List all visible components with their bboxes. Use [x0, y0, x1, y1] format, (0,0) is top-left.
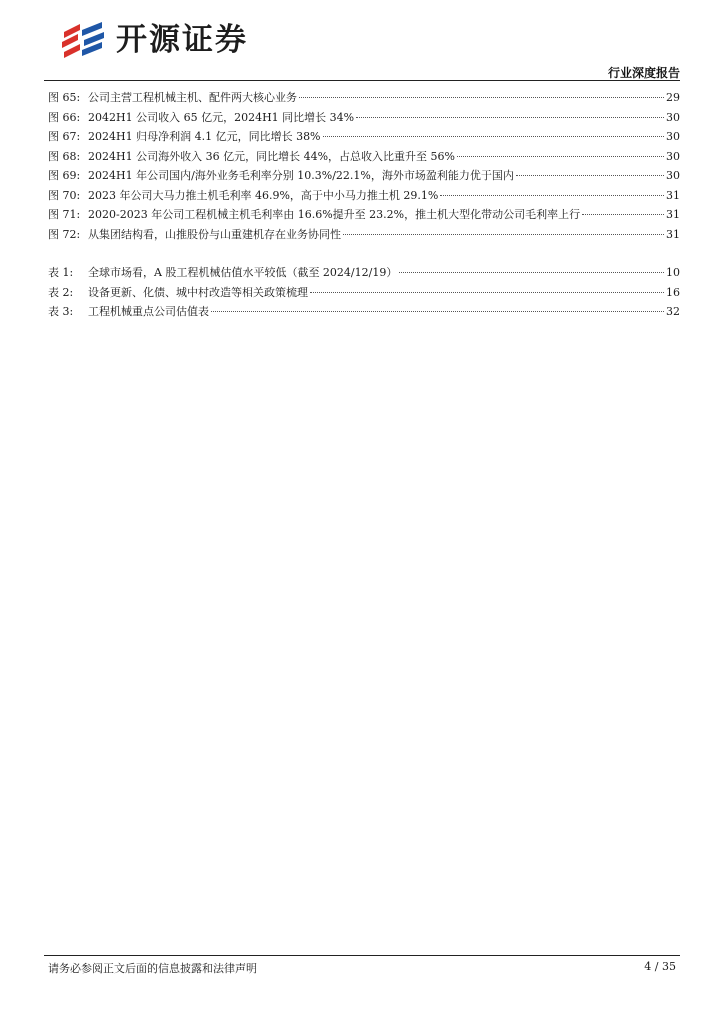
dot-leader: [323, 136, 664, 137]
figure-list: [48, 88, 680, 244]
logo-text: 开源证券: [116, 22, 248, 58]
toc-entry-page[interactable]: 16: [666, 285, 680, 299]
toc-entry-label: 图 68:: [48, 149, 81, 163]
table-entry[interactable]: [48, 263, 680, 283]
toc-entry-page[interactable]: 30: [666, 110, 680, 124]
toc-entry-label: 表 2:: [48, 285, 74, 299]
logo-mark-icon: [58, 18, 108, 62]
dot-leader: [399, 272, 664, 273]
toc-entry-title[interactable]: 2024H1 公司海外收入 36 亿元，同比增长 44%，占总收入比重升至 56%: [88, 149, 455, 163]
dot-leader: [211, 311, 664, 312]
table-entry[interactable]: [48, 283, 680, 303]
toc-entry-label: 表 1:: [48, 266, 74, 279]
dot-leader: [457, 156, 664, 157]
header-divider: [44, 80, 680, 81]
dot-leader: [582, 214, 664, 215]
page-header: [0, 0, 724, 82]
toc-entry-title[interactable]: 工程机械重点公司估值表: [88, 305, 209, 318]
dot-leader: [516, 175, 664, 176]
dot-leader: [440, 195, 664, 196]
dot-leader: [299, 97, 664, 98]
table-entry[interactable]: [48, 302, 680, 322]
toc-entry-label: 图 70:: [48, 188, 81, 202]
footer-disclaimer: 请务必参阅正文后面的信息披露和法律声明: [48, 962, 257, 975]
toc-entry-page[interactable]: 32: [666, 305, 680, 318]
footer-divider: [44, 955, 680, 956]
figure-entry[interactable]: [48, 147, 680, 167]
toc-entry-title[interactable]: 从集团结构看，山推股份与山重建机存在业务协同性: [88, 227, 341, 241]
toc-entry-title[interactable]: 2020-2023 年公司工程机械主机毛利率由 16.6%提升至 23.2%，推土机大型化带动公司毛利率上行: [88, 208, 581, 221]
toc-entry-label: 图 71:: [48, 208, 81, 221]
toc-entry-page[interactable]: 31: [666, 208, 680, 221]
toc-entry-page[interactable]: 10: [666, 266, 680, 279]
toc-entry-title[interactable]: 2024H1 归母净利润 4.1 亿元，同比增长 38%: [88, 130, 321, 143]
toc-entry-page[interactable]: 30: [666, 149, 680, 163]
dot-leader: [343, 234, 664, 235]
figure-entry[interactable]: [48, 166, 680, 186]
toc-entry-label: 图 69:: [48, 169, 81, 182]
toc-entry-page[interactable]: 31: [666, 188, 680, 202]
toc-entry-page[interactable]: 30: [666, 130, 680, 143]
figure-entry[interactable]: [48, 127, 680, 147]
figure-entry[interactable]: [48, 186, 680, 206]
toc-entry-page[interactable]: 30: [666, 169, 680, 182]
company-logo: [58, 18, 248, 62]
toc-entry-title[interactable]: 全球市场看，A 股工程机械估值水平较低（截至 2024/12/19）: [88, 266, 398, 279]
table-list: [48, 263, 680, 322]
toc-entry-label: 图 72:: [48, 227, 81, 241]
figure-entry[interactable]: [48, 108, 680, 128]
report-type-label: 行业深度报告: [607, 66, 680, 80]
dot-leader: [356, 117, 664, 118]
toc-entry-label: 图 67:: [48, 130, 81, 143]
toc-entry-label: 图 65:: [48, 91, 81, 104]
figure-entry[interactable]: [48, 205, 680, 225]
dot-leader: [310, 292, 664, 293]
figure-entry[interactable]: [48, 88, 680, 108]
toc-entry-title[interactable]: 设备更新、化债、城中村改造等相关政策梳理: [88, 285, 308, 299]
toc-entry-title[interactable]: 2042H1 公司收入 65 亿元，2024H1 同比增长 34%: [88, 110, 355, 124]
toc-entry-page[interactable]: 29: [666, 91, 680, 104]
toc-entry-title[interactable]: 2023 年公司大马力推土机毛利率 46.9%，高于中小马力推土机 29.1%: [88, 188, 439, 202]
page-number: 4 / 35: [644, 960, 676, 973]
toc-entry-label: 表 3:: [48, 305, 74, 318]
toc-entry-title[interactable]: 2024H1 年公司国内/海外业务毛利率分别 10.3%/22.1%，海外市场盈利能力优于国内: [88, 169, 514, 182]
figure-entry[interactable]: [48, 225, 680, 245]
toc-entry-page[interactable]: 31: [666, 227, 680, 241]
toc-entry-title[interactable]: 公司主营工程机械主机、配件两大核心业务: [88, 91, 297, 104]
toc-entry-label: 图 66:: [48, 110, 81, 124]
